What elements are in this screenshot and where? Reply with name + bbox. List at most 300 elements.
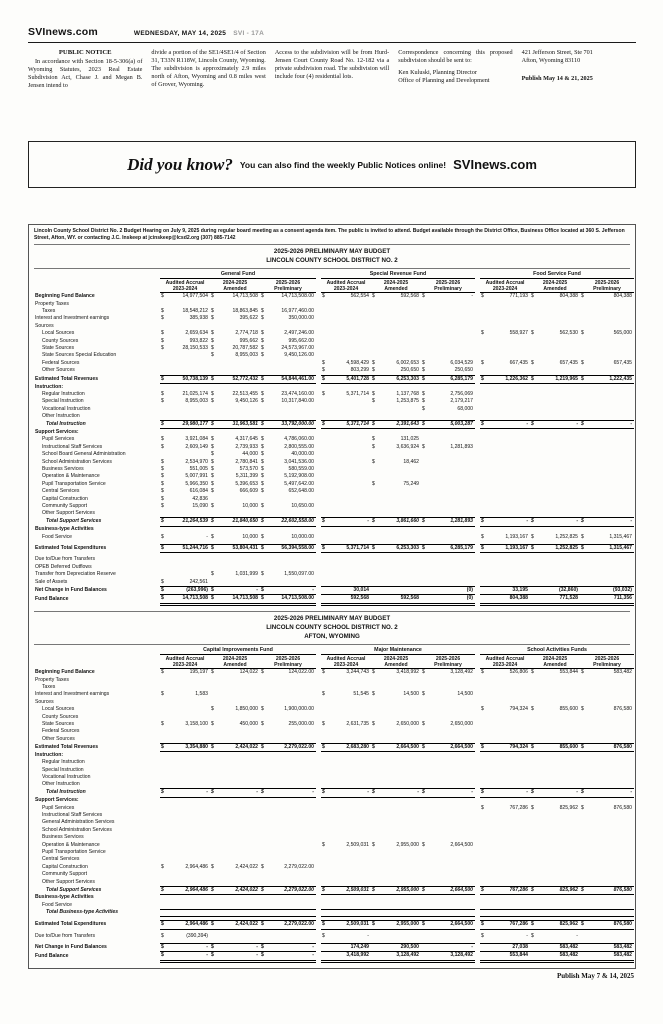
row-label: Property Taxes [35, 300, 69, 307]
value-cell [480, 797, 530, 804]
value-cell: $ - [261, 789, 314, 796]
value-cell: $ 68,000 [422, 405, 474, 412]
value-cell [371, 496, 421, 503]
value-cell: $ 9,450,126 [211, 398, 258, 405]
value-cell [321, 510, 371, 517]
value-cell [210, 367, 260, 375]
value-cell [160, 451, 210, 458]
value-cell [530, 902, 580, 909]
value-cell [530, 301, 580, 308]
value-cell [421, 759, 475, 766]
value-cell [580, 827, 634, 834]
value-cell: $ 2,609,149 [161, 443, 208, 450]
value-cell [530, 526, 580, 533]
value-cell: $ 3,041,536.00 [261, 458, 314, 465]
banner-text: You can also find the weekly Public Notices online! [239, 159, 447, 170]
value-cell: $ - [161, 943, 208, 950]
value-cell [260, 805, 316, 812]
value-cell [580, 323, 634, 330]
value-cell [210, 728, 260, 735]
row-label: State Sources [42, 721, 74, 728]
value-cell [421, 526, 475, 533]
column-header: Audited Accrual 2023-2024 [321, 278, 371, 292]
value-cell: $ - [161, 533, 208, 540]
row-label: County Sources [42, 337, 79, 344]
value-cell [580, 413, 634, 420]
value-cell: $ 44,000 [211, 451, 258, 458]
row-label: Interest and Investment earnings [35, 691, 110, 698]
column-header: Audited Accrual 2023-2024 [160, 654, 210, 668]
value-cell: $ 2,664,500 [422, 841, 473, 848]
value-cell [160, 805, 210, 812]
value-cell [421, 728, 475, 735]
value-cell [260, 834, 316, 841]
value-cell [371, 894, 421, 901]
column-header: Audited Accrual 2023-2024 [480, 278, 530, 292]
value-cell [160, 819, 210, 826]
row-label: Other Sources [42, 367, 75, 374]
column-header: 2025-2026 Preliminary [421, 654, 475, 668]
value-cell: $ 3,128,492 [422, 669, 473, 676]
value-cell [421, 933, 475, 940]
value-cell: $ - [160, 952, 210, 961]
value-cell [371, 406, 421, 413]
value-cell [530, 429, 580, 436]
value-cell [321, 526, 371, 533]
value-cell [260, 556, 316, 563]
value-cell [260, 781, 316, 788]
value-cell [321, 909, 371, 916]
value-cell: $ 51,545 [322, 691, 369, 698]
value-cell: $ 803,299 [322, 367, 369, 374]
value-cell [260, 774, 316, 781]
value-cell [210, 871, 260, 878]
value-cell [421, 894, 475, 901]
row-label: Vocational Instruction [42, 405, 91, 412]
value-cell: $ - [531, 932, 578, 939]
value-cell [260, 564, 316, 571]
fund-group-header: General Fund [160, 270, 316, 279]
value-cell [260, 909, 316, 916]
value-cell [371, 714, 421, 721]
notice-text-2: divide a portion of the SE1/4SE1/4 of Section 31, T33N R118W, Lincoln County, Wyoming. The subdivision is approximately 2.9 miles north of Afton, Wyoming and 0.8 miles west of Grover, Wyoming. [151, 49, 266, 88]
row-label: Capital Construction [42, 495, 88, 502]
value-cell: 592,568 [321, 595, 371, 604]
value-cell [160, 902, 210, 909]
budget-table [34, 646, 634, 963]
value-cell [371, 413, 421, 420]
value-cell: $ 56,394,558.00 [261, 545, 314, 552]
value-cell [210, 797, 260, 804]
value-cell [210, 812, 260, 819]
value-cell [421, 706, 475, 713]
table-row [34, 293, 634, 301]
value-cell [260, 699, 316, 706]
value-cell: $ 2,955,000 [372, 886, 419, 893]
value-cell [480, 338, 530, 345]
value-cell [210, 413, 260, 420]
value-cell [421, 752, 475, 759]
value-cell [480, 308, 530, 315]
row-label: Regular Instruction [42, 390, 85, 397]
value-cell: $ - [422, 293, 474, 300]
value-cell: $ 24,573,967.00 [261, 344, 314, 351]
value-cell [260, 323, 316, 330]
value-cell [210, 526, 260, 533]
value-cell: $ 250,650 [422, 367, 474, 374]
value-cell: $ 2,664,500 [422, 886, 473, 893]
table-row [34, 518, 634, 526]
value-cell: $ 8,955,003 [161, 398, 208, 405]
row-label: Instructional Staff Services [42, 443, 103, 450]
column-header: 2025-2026 Preliminary [580, 278, 634, 292]
value-cell [480, 301, 530, 308]
row-label: School Administration Services [42, 458, 112, 465]
column-header: Audited Accrual 2023-2024 [321, 654, 371, 668]
value-cell [530, 781, 580, 788]
row-label: Property Taxes [35, 676, 69, 683]
value-cell [371, 797, 421, 804]
value-cell: $ 2,739,933 [211, 443, 258, 450]
value-cell [321, 879, 371, 886]
row-label: Estimated Total Expenditures [35, 921, 107, 928]
value-cell [480, 684, 530, 691]
value-cell [210, 879, 260, 886]
value-cell [210, 819, 260, 826]
notice-column-1 [28, 49, 142, 133]
value-cell [210, 856, 260, 863]
value-cell [160, 564, 210, 571]
value-cell [480, 774, 530, 781]
value-cell [260, 360, 316, 367]
value-cell [371, 728, 421, 735]
value-cell: $ 3,158,100 [161, 721, 208, 728]
value-cell: $ 3,921,084 [161, 436, 208, 443]
value-cell [160, 767, 210, 774]
notice-contact-name: Ken Kuluski, Planning Director [398, 68, 477, 76]
value-cell [210, 894, 260, 901]
value-cell [321, 819, 371, 826]
value-cell [480, 699, 530, 706]
value-cell [260, 496, 316, 503]
value-cell [321, 767, 371, 774]
row-label: Regular Instruction [42, 759, 85, 766]
value-cell: $ 794,324 [481, 706, 528, 713]
row-label: Support Services: [35, 428, 79, 435]
table-row [34, 526, 634, 533]
value-cell: $ 771,193 [481, 293, 529, 300]
value-cell: $ 562,554 [322, 293, 369, 300]
value-cell [210, 360, 260, 367]
value-cell [580, 510, 634, 517]
value-cell: $ 993,822 [161, 337, 208, 344]
value-cell: $ 2,179,217 [422, 398, 474, 405]
value-cell: $ 855,600 [531, 706, 578, 713]
row-label: Vocational Instruction [42, 773, 91, 780]
value-cell: $ - [211, 943, 258, 950]
value-cell [160, 406, 210, 413]
value-cell [421, 827, 475, 834]
value-cell [580, 819, 634, 826]
value-cell [480, 564, 530, 571]
notice-text-1: In accordance with Section 18-5-306(a) of Wyoming Statutes, 2023 Real Estate Subdivision Act, Chase J. and Megan B. Jensen intend to [28, 58, 143, 90]
value-cell [260, 677, 316, 684]
value-cell: $ 1,252,825 [531, 545, 579, 552]
column-header: 2024-2025 Amended [371, 654, 421, 668]
table-row [34, 805, 634, 812]
value-cell: $ 5,371,714 [322, 421, 369, 428]
value-cell [580, 714, 634, 721]
value-cell: $ - [211, 587, 258, 594]
value-cell [421, 323, 475, 330]
value-cell [160, 367, 210, 375]
value-cell [260, 767, 316, 774]
table-row [34, 352, 634, 359]
value-cell [260, 894, 316, 901]
table-row [34, 587, 634, 595]
value-cell [580, 767, 634, 774]
value-cell: $ 124,022.00 [261, 669, 314, 676]
value-cell [530, 774, 580, 781]
value-cell [160, 384, 210, 391]
table1-title-line1: 2025-2026 PRELIMINARY MAY BUDGET [273, 247, 391, 255]
value-cell [321, 856, 371, 863]
column-header: 2025-2026 Preliminary [421, 278, 475, 292]
value-cell [160, 684, 210, 691]
value-cell [371, 429, 421, 436]
value-cell [530, 571, 580, 578]
value-cell [530, 721, 580, 728]
value-cell [371, 473, 421, 480]
value-cell [580, 909, 634, 916]
value-cell: $ - [211, 789, 258, 796]
value-cell [421, 510, 475, 517]
value-cell [421, 579, 475, 587]
row-label: Other Sources [42, 735, 75, 742]
value-cell [371, 856, 421, 863]
value-cell: $ 2,664,500 [422, 921, 473, 928]
value-cell [530, 384, 580, 391]
table-row [34, 496, 634, 503]
value-cell [480, 488, 530, 495]
value-cell [321, 503, 371, 510]
notice-contact-office: Office of Planning and Development [398, 76, 490, 84]
value-cell [160, 797, 210, 804]
value-cell [260, 797, 316, 804]
row-label: Business-type Activities [35, 894, 94, 901]
value-cell [580, 466, 634, 473]
value-cell: $ 4,317,645 [211, 436, 258, 443]
value-cell [160, 774, 210, 781]
value-cell: $ 16,977,460.00 [261, 307, 314, 314]
value-cell [210, 909, 260, 916]
table-row [34, 921, 634, 929]
value-cell: $ 825,962 [531, 886, 578, 893]
value-cell: $ 10,000 [211, 533, 258, 540]
value-cell [321, 429, 371, 436]
value-cell [580, 842, 634, 849]
value-cell [260, 526, 316, 533]
value-cell [160, 812, 210, 819]
value-cell [421, 301, 475, 308]
value-cell: $ 2,279,022.00 [261, 743, 314, 750]
value-cell: $ - [581, 789, 633, 796]
value-cell [371, 849, 421, 856]
table-row [34, 503, 634, 510]
value-cell: $ 50,738,139 [161, 375, 208, 382]
value-cell [160, 752, 210, 759]
row-label: Central Services [42, 856, 80, 863]
value-cell [530, 398, 580, 405]
value-cell [480, 871, 530, 878]
value-cell [480, 691, 530, 698]
value-cell [210, 805, 260, 812]
value-cell [321, 728, 371, 735]
value-cell: $ 2,424,022 [211, 886, 258, 893]
row-label: Taxes [42, 684, 56, 691]
value-cell [210, 556, 260, 563]
value-cell [421, 451, 475, 458]
row-label: Other Support Services [42, 510, 95, 517]
value-cell [260, 406, 316, 413]
value-cell [160, 871, 210, 878]
column-header: 2024-2025 Amended [210, 654, 260, 668]
value-cell: $ 3,636,924 [372, 443, 419, 450]
value-cell [580, 834, 634, 841]
value-cell: $ 1,281,893 [422, 518, 474, 525]
value-cell: $ 2,955,000 [372, 841, 419, 848]
row-label: Total Instruction [46, 789, 86, 796]
value-cell [210, 736, 260, 743]
value-cell [580, 367, 634, 375]
row-label: Fund Balance [35, 952, 69, 959]
value-cell [210, 677, 260, 684]
value-cell [421, 330, 475, 337]
value-cell: $ 21,264,539 [161, 518, 208, 525]
value-cell [480, 391, 530, 398]
value-cell [260, 510, 316, 517]
value-cell: $ 10,000 [211, 503, 258, 509]
value-cell: $ 1,583 [161, 691, 208, 698]
value-cell [210, 429, 260, 436]
value-cell [321, 473, 371, 480]
table-row [34, 842, 634, 849]
value-cell [210, 699, 260, 706]
value-cell: $ 3,418,992 [372, 669, 419, 676]
table1-title-line2: LINCOLN COUNTY SCHOOL DISTRICT NO. 2 [266, 256, 398, 264]
value-cell [530, 488, 580, 495]
value-cell: (0) [421, 587, 475, 595]
notice-heading: PUBLIC NOTICE [58, 49, 112, 56]
value-cell [321, 684, 371, 691]
row-label: Operation & Maintenance [42, 473, 100, 480]
value-cell: $ 5,311,399 [211, 473, 258, 480]
table-row [34, 338, 634, 345]
value-cell [321, 894, 371, 901]
value-cell [480, 406, 530, 413]
value-cell: $ 995,662.00 [261, 337, 314, 344]
value-cell [480, 759, 530, 766]
value-cell [260, 933, 316, 940]
value-cell: $ 250,650 [372, 367, 419, 374]
table1-title [34, 245, 630, 269]
table-row [34, 360, 634, 367]
value-cell [260, 842, 316, 849]
value-cell [210, 579, 260, 587]
value-cell [421, 352, 475, 359]
value-cell: (0) [421, 595, 475, 604]
value-cell [260, 728, 316, 735]
notice-column-4 [398, 49, 512, 133]
value-cell: $ 2,424,022 [211, 743, 258, 750]
value-cell [321, 571, 371, 578]
value-cell [160, 909, 210, 916]
value-cell [530, 391, 580, 398]
row-label: Interest and Investment earnings [35, 315, 110, 322]
value-cell [421, 413, 475, 420]
value-cell [480, 894, 530, 901]
table-row [34, 367, 634, 375]
column-header: 2025-2026 Preliminary [260, 278, 316, 292]
value-cell [260, 691, 316, 698]
row-label: Other Instruction [42, 413, 80, 420]
value-cell [580, 473, 634, 480]
value-cell: $ 31,963,581 [211, 421, 258, 428]
value-cell [160, 699, 210, 706]
value-cell [530, 345, 580, 352]
value-cell: $ 10,317,840.00 [261, 398, 314, 405]
value-cell [580, 459, 634, 466]
value-cell [321, 323, 371, 330]
row-label: Sale of Assets [35, 578, 68, 585]
value-cell [530, 323, 580, 330]
value-cell: $ 1,315,467 [581, 545, 633, 552]
value-cell: $ 2,774,718 [211, 330, 258, 337]
table-row [34, 706, 634, 713]
value-cell [321, 534, 371, 541]
value-cell [160, 827, 210, 834]
value-cell [371, 526, 421, 533]
table-row [34, 691, 634, 698]
table-row [34, 429, 634, 436]
value-cell: $ 42,836 [161, 495, 208, 502]
value-cell [371, 315, 421, 322]
value-cell [530, 451, 580, 458]
table-row [34, 510, 634, 517]
table-row [34, 481, 634, 488]
value-cell [530, 564, 580, 571]
value-cell [530, 315, 580, 322]
value-cell [371, 466, 421, 473]
budget-notice [28, 224, 636, 969]
public-notice [28, 49, 636, 133]
value-cell [530, 849, 580, 856]
value-cell: $ - [531, 518, 579, 525]
value-cell [321, 759, 371, 766]
value-cell [321, 797, 371, 804]
value-cell [321, 308, 371, 315]
value-cell [480, 571, 530, 578]
value-cell: $ 6,253,303 [372, 375, 419, 382]
value-cell [580, 429, 634, 436]
value-cell: $ 395,622 [211, 315, 258, 322]
value-cell: $ 2,683,280 [322, 743, 369, 750]
value-cell: $ 592,568 [372, 293, 419, 300]
value-cell [421, 338, 475, 345]
table-row [34, 459, 634, 466]
value-cell: $ 855,600 [531, 743, 578, 750]
budget-intro: Lincoln County School District No. 2 Budget Hearing on July 9, 2025 during regular board meeting as a consent agenda item. The public is invited to attend. Budget available through the District Office, Business Office located at 360 S. Jefferson Street, Afton, WY. or contacting J.C. Inskeep at jcinskeep@lcsd2.org (307) 885-7142 [34, 228, 630, 245]
